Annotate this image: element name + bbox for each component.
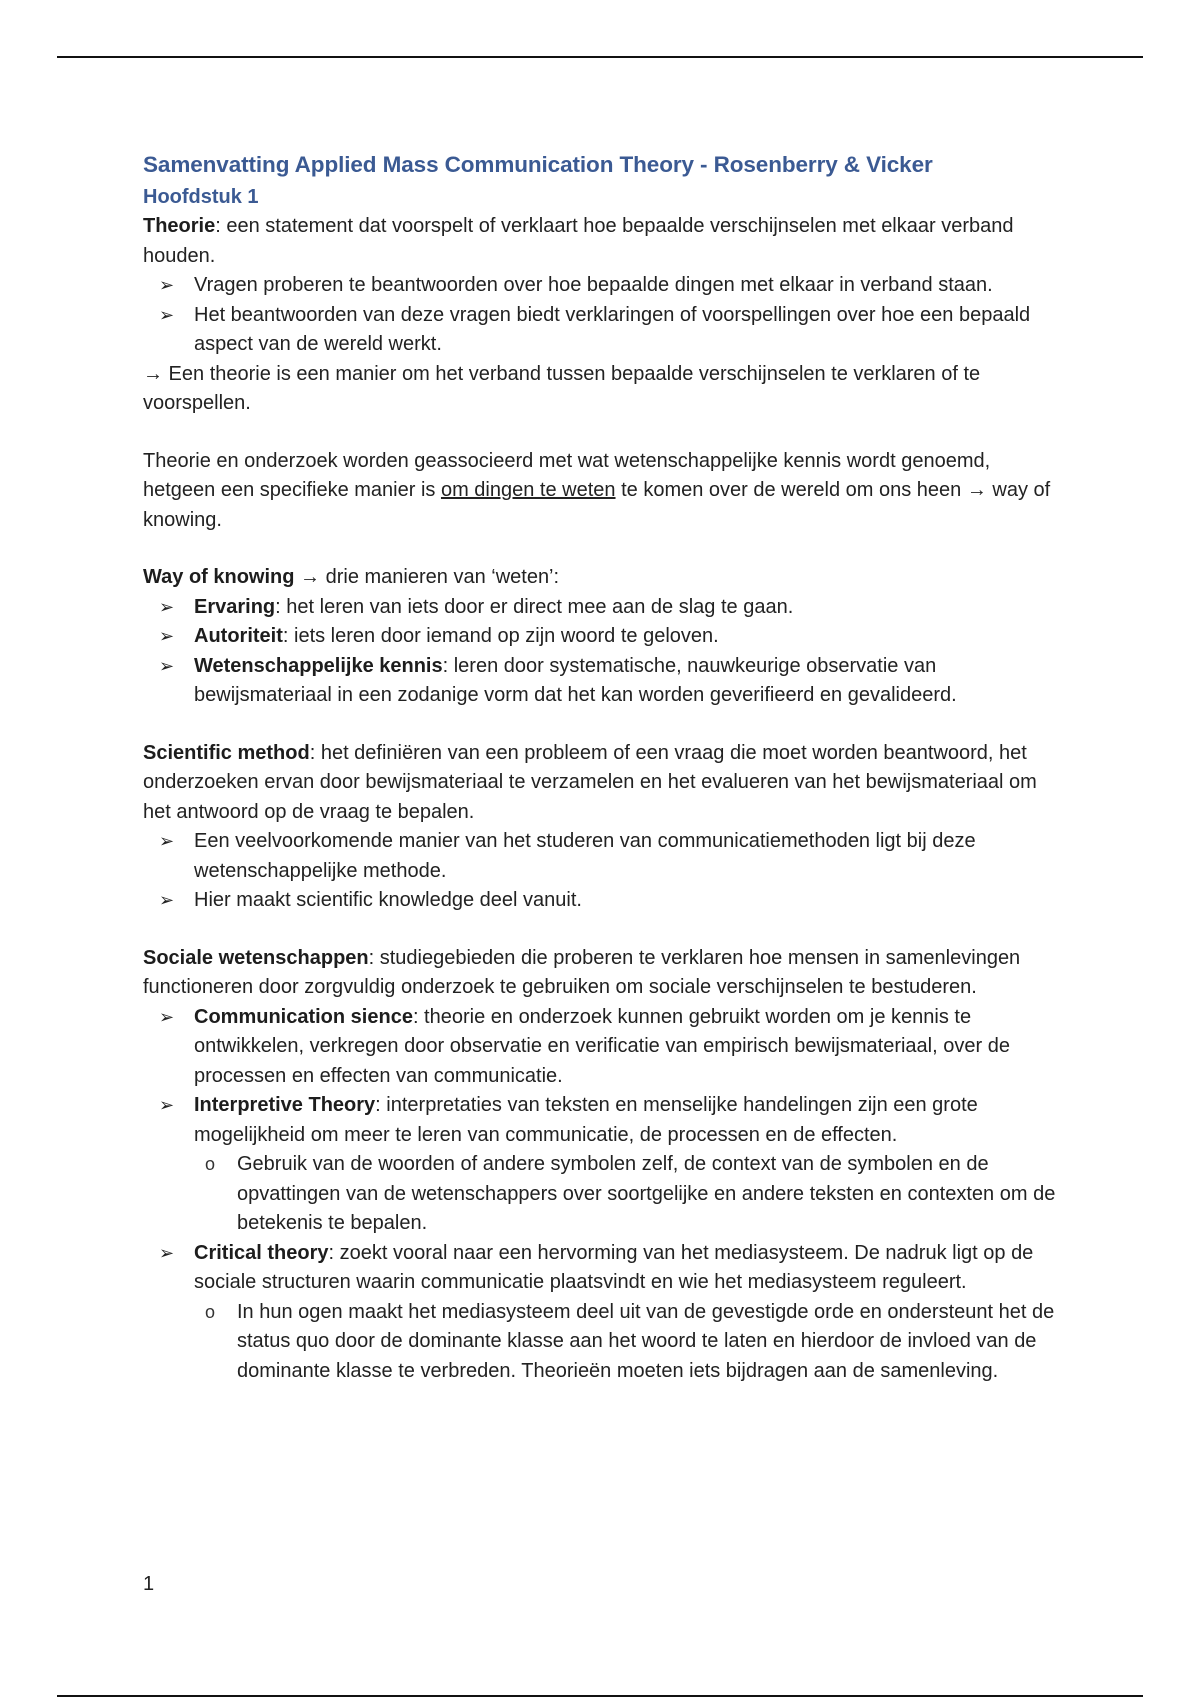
bullet-text: Vragen proberen te beantwoorden over hoe bepaalde dingen met elkaar in verband staan.: [194, 274, 993, 296]
underlined-phrase: om dingen te weten: [440, 479, 616, 501]
way-of-knowing-list: [143, 593, 1063, 711]
paragraph-text: way of knowing.: [143, 479, 1051, 531]
term-scientific-method: Scientific method: [143, 741, 310, 764]
item-term: Communication sience: [194, 1005, 413, 1028]
arrow-bullet-icon: ➢: [159, 275, 175, 295]
arrow-bullet-icon: ➢: [159, 655, 175, 676]
scientific-method-bullets: [143, 827, 1063, 916]
sub-item-text: In hun ogen maakt het mediasysteem deel uit van de gevestigde orde en ondersteunt het de status quo door de dominante klasse aan het woord te laten en hierdoor de invloed van de dominante klasse te verbreden. Theorieën moeten iets bijdragen aan de samenleving.: [237, 1300, 1055, 1382]
item-text: : interpretaties van teksten en menselijke handelingen zijn een grote mogelijkheid om meer te leren van communicatie, de processen en de effecten.: [194, 1094, 978, 1146]
item-text: : het leren van iets door er direct mee aan de slag te gaan.: [275, 595, 794, 618]
paragraph-text: Theorie en onderzoek worden geassocieerd met wat wetenschappelijke kennis wordt genoemd, hetgeen een specifieke manier is: [143, 449, 991, 501]
list-item: [143, 652, 1063, 711]
list-item: [143, 593, 1063, 623]
arrow-bullet-icon: ➢: [159, 596, 175, 617]
sub-list: [194, 1150, 1063, 1239]
chapter-heading: Hoofdstuk 1: [143, 186, 259, 208]
way-of-knowing-intro: [143, 563, 1063, 593]
theorie-bullets: [143, 271, 1063, 360]
paragraph-text: te komen over de wereld om ons heen: [615, 479, 967, 501]
sub-list: [194, 1298, 1063, 1387]
right-arrow-icon: →: [966, 479, 987, 501]
item-text: : iets leren door iemand op zijn woord te geloven.: [282, 625, 719, 647]
list-item: [143, 622, 1063, 652]
sociale-wetenschappen-list: [143, 1003, 1063, 1387]
definition-text: : het definiëren van een probleem of een vraag die moet worden beantwoord, het onderzoeken ervan door bewijsmateriaal te verzamelen en het evalueren van het bewijsmateriaal om het antwoord op de vraag te bepalen.: [143, 741, 1037, 823]
onderzoek-paragraph: [143, 447, 1063, 536]
item-term: Ervaring: [194, 595, 276, 618]
list-item: [143, 271, 1063, 301]
theorie-conclusion: [143, 360, 1063, 419]
intro-text: drie manieren van ‘weten’:: [320, 566, 560, 588]
circle-bullet-icon: o: [205, 1301, 216, 1322]
term-theorie: Theorie: [143, 215, 216, 237]
arrow-bullet-icon: ➢: [159, 626, 175, 646]
bullet-text: Het beantwoorden van deze vragen biedt verklaringen of voorspellingen over hoe een bepaald aspect van de wereld werkt.: [194, 303, 1031, 355]
item-term: Wetenschappelijke kennis: [194, 654, 443, 677]
right-arrow-icon: →: [300, 566, 321, 588]
arrow-bullet-icon: ➢: [159, 1242, 175, 1263]
footer-rule: [57, 1695, 1143, 1697]
conclusion-text: Een theorie is een manier om het verband tussen bepaalde verschijnselen te verklaren of te voorspellen.: [143, 362, 981, 414]
right-arrow-icon: →: [143, 362, 163, 385]
header-rule: [57, 56, 1143, 58]
item-text: : zoekt vooral naar een hervorming van het mediasysteem. De nadruk ligt op de sociale structuren waarin communicatie plaatsvindt en wie het mediasysteem reguleert.: [194, 1241, 1034, 1293]
arrow-bullet-icon: ➢: [159, 304, 175, 325]
page-number: 1: [143, 1573, 155, 1595]
term-sociale-wetenschappen: Sociale wetenschappen: [143, 946, 369, 969]
document-title: Samenvatting Applied Mass Communication Theory - Rosenberry & Vicker: [143, 152, 933, 177]
list-item: [143, 1003, 1063, 1092]
theorie-def-text: : een statement dat voorspelt of verklaart hoe bepaalde verschijnselen met elkaar verband houden.: [143, 215, 1014, 267]
definition-text: : studiegebieden die proberen te verklaren hoe mensen in samenlevingen functioneren door zorgvuldig onderzoek te gebruiken om sociale verschijnselen te bestuderen.: [143, 946, 1021, 998]
bullet-text: Een veelvoorkomende manier van het studeren van communicatiemethoden ligt bij deze wetenschappelijke methode.: [194, 830, 976, 882]
sociale-wetenschappen-definition: [143, 944, 1063, 1003]
list-item: [143, 1091, 1063, 1239]
theorie-definition: [143, 212, 1063, 271]
arrow-bullet-icon: ➢: [159, 890, 175, 910]
sub-list-item: [194, 1150, 1063, 1239]
list-item: [143, 886, 1063, 916]
circle-bullet-icon: o: [205, 1154, 216, 1174]
term-way-of-knowing: Way of knowing: [143, 566, 295, 588]
list-item: [143, 827, 1063, 886]
arrow-bullet-icon: ➢: [159, 1095, 175, 1115]
item-text: : theorie en onderzoek kunnen gebruikt worden om je kennis te ontwikkelen, verkregen door observatie en verificatie van empirisch bewijsmateriaal, over de processen en effecten van communicatie.: [194, 1005, 1010, 1087]
bullet-text: Hier maakt scientific knowledge deel vanuit.: [194, 889, 582, 911]
arrow-bullet-icon: ➢: [159, 1006, 175, 1027]
item-text: : leren door systematische, nauwkeurige observatie van bewijsmateriaal in een zodanige vorm dat het kan worden geverifieerd en gevalideerd.: [194, 654, 957, 706]
sub-item-text: Gebruik van de woorden of andere symbolen zelf, de context van de symbolen en de opvattingen van de wetenschappers over soortgelijke en andere teksten en contexten om de betekenis te bepalen.: [237, 1153, 1056, 1234]
item-term: Critical theory: [194, 1241, 329, 1264]
document-body: [143, 148, 1063, 1386]
scientific-method-definition: [143, 739, 1063, 828]
list-item: [143, 301, 1063, 360]
item-term: Interpretive Theory: [194, 1094, 376, 1116]
list-item: [143, 1239, 1063, 1387]
item-term: Autoriteit: [194, 625, 283, 647]
arrow-bullet-icon: ➢: [159, 831, 175, 851]
sub-list-item: [194, 1298, 1063, 1387]
